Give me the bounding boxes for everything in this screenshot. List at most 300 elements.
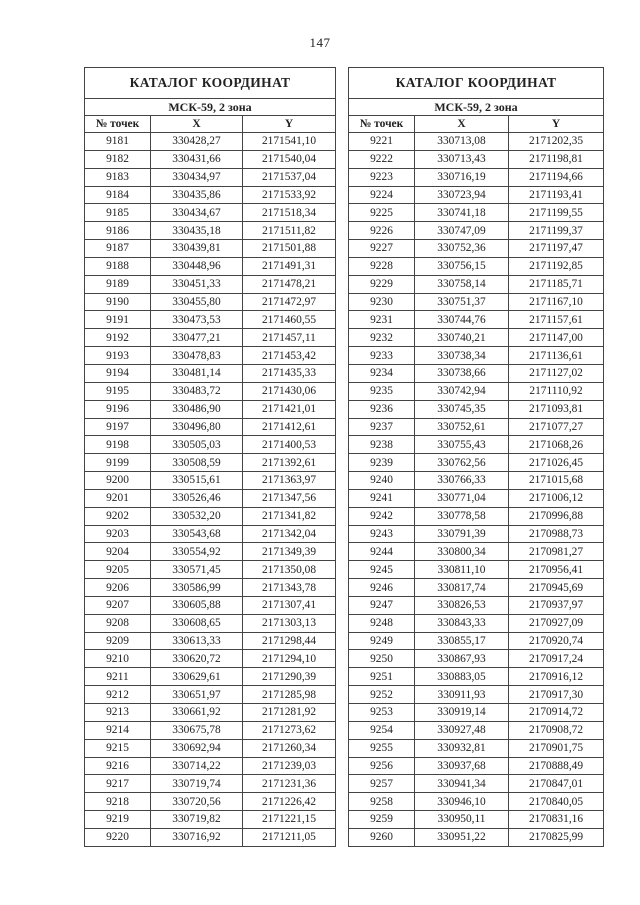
- table-row: [85, 240, 336, 258]
- point-number-cell: 9201: [85, 489, 151, 507]
- y-coordinate-cell: 2171392,61: [243, 454, 336, 472]
- table-row: [349, 150, 604, 168]
- x-coordinate-cell: 330867,93: [415, 650, 509, 668]
- x-coordinate-cell: 330481,14: [151, 364, 243, 382]
- point-number-cell: 9253: [349, 704, 415, 722]
- table-row: [349, 275, 604, 293]
- table-row: [349, 721, 604, 739]
- x-coordinate-cell: 330608,65: [151, 614, 243, 632]
- x-coordinate-cell: 330756,15: [415, 257, 509, 275]
- y-coordinate-cell: 2171460,55: [243, 311, 336, 329]
- table-row: [349, 775, 604, 793]
- point-number-cell: 9237: [349, 418, 415, 436]
- table-row: [349, 382, 604, 400]
- x-coordinate-cell: 330817,74: [415, 579, 509, 597]
- y-coordinate-cell: 2171537,04: [243, 168, 336, 186]
- point-number-cell: 9240: [349, 472, 415, 490]
- table-row: [85, 311, 336, 329]
- x-coordinate-cell: 330747,09: [415, 222, 509, 240]
- y-coordinate-cell: 2171281,92: [243, 704, 336, 722]
- table-row: [85, 579, 336, 597]
- table-row: [349, 454, 604, 472]
- table-row: [85, 561, 336, 579]
- table-row: [349, 596, 604, 614]
- y-coordinate-cell: 2171363,97: [243, 472, 336, 490]
- x-coordinate-cell: 330661,92: [151, 704, 243, 722]
- point-number-cell: 9199: [85, 454, 151, 472]
- page-number: 147: [309, 35, 331, 50]
- x-coordinate-cell: 330435,86: [151, 186, 243, 204]
- x-coordinate-cell: 330740,21: [415, 329, 509, 347]
- x-coordinate-cell: 330883,05: [415, 668, 509, 686]
- y-coordinate-cell: 2171006,12: [509, 489, 604, 507]
- point-number-cell: 9192: [85, 329, 151, 347]
- x-coordinate-cell: 330428,27: [151, 133, 243, 151]
- x-coordinate-cell: 330439,81: [151, 240, 243, 258]
- point-number-cell: 9220: [85, 828, 151, 846]
- point-number-cell: 9258: [349, 793, 415, 811]
- table-row: [85, 543, 336, 561]
- point-number-cell: 9221: [349, 133, 415, 151]
- point-number-cell: 9242: [349, 507, 415, 525]
- point-number-cell: 9206: [85, 579, 151, 597]
- table-row: [85, 775, 336, 793]
- x-coordinate-cell: 330752,61: [415, 418, 509, 436]
- point-number-cell: 9238: [349, 436, 415, 454]
- table-row: [349, 489, 604, 507]
- y-coordinate-cell: 2170917,30: [509, 686, 604, 704]
- point-number-cell: 9241: [349, 489, 415, 507]
- y-coordinate-cell: 2171147,00: [509, 329, 604, 347]
- table-row: [85, 133, 336, 151]
- point-number-cell: 9219: [85, 811, 151, 829]
- y-coordinate-cell: 2170996,88: [509, 507, 604, 525]
- x-coordinate-cell: 330791,39: [415, 525, 509, 543]
- table-row: [349, 293, 604, 311]
- x-coordinate-cell: 330532,20: [151, 507, 243, 525]
- x-coordinate-cell: 330946,10: [415, 793, 509, 811]
- column-header-x: X: [151, 116, 243, 133]
- y-coordinate-cell: 2171110,92: [509, 382, 604, 400]
- table-row: [349, 561, 604, 579]
- table-row: [349, 400, 604, 418]
- x-coordinate-cell: 330927,48: [415, 721, 509, 739]
- coordinate-catalog-right: [348, 67, 604, 847]
- x-coordinate-cell: 330745,35: [415, 400, 509, 418]
- y-coordinate-cell: 2171347,56: [243, 489, 336, 507]
- x-coordinate-cell: 330811,10: [415, 561, 509, 579]
- y-coordinate-cell: 2171260,34: [243, 739, 336, 757]
- table-row: [349, 739, 604, 757]
- point-number-cell: 9216: [85, 757, 151, 775]
- point-number-cell: 9227: [349, 240, 415, 258]
- table-row: [349, 668, 604, 686]
- table-row: [85, 596, 336, 614]
- point-number-cell: 9232: [349, 329, 415, 347]
- y-coordinate-cell: 2171197,47: [509, 240, 604, 258]
- point-number-cell: 9207: [85, 596, 151, 614]
- y-coordinate-cell: 2171341,82: [243, 507, 336, 525]
- point-number-cell: 9249: [349, 632, 415, 650]
- x-coordinate-cell: 330543,68: [151, 525, 243, 543]
- y-coordinate-cell: 2171077,27: [509, 418, 604, 436]
- table-row: [85, 347, 336, 365]
- point-number-cell: 9186: [85, 222, 151, 240]
- y-coordinate-cell: 2171435,33: [243, 364, 336, 382]
- x-coordinate-cell: 330455,80: [151, 293, 243, 311]
- x-coordinate-cell: 330473,53: [151, 311, 243, 329]
- x-coordinate-cell: 330720,56: [151, 793, 243, 811]
- y-coordinate-cell: 2170847,01: [509, 775, 604, 793]
- x-coordinate-cell: 330435,18: [151, 222, 243, 240]
- x-coordinate-cell: 330486,90: [151, 400, 243, 418]
- y-coordinate-cell: 2171400,53: [243, 436, 336, 454]
- y-coordinate-cell: 2171290,39: [243, 668, 336, 686]
- y-coordinate-cell: 2171167,10: [509, 293, 604, 311]
- x-coordinate-cell: 330716,92: [151, 828, 243, 846]
- point-number-cell: 9189: [85, 275, 151, 293]
- table-row: [349, 686, 604, 704]
- y-coordinate-cell: 2171239,03: [243, 757, 336, 775]
- y-coordinate-cell: 2171457,11: [243, 329, 336, 347]
- point-number-cell: 9218: [85, 793, 151, 811]
- point-number-cell: 9212: [85, 686, 151, 704]
- y-coordinate-cell: 2171226,42: [243, 793, 336, 811]
- point-number-cell: 9231: [349, 311, 415, 329]
- table-row: [85, 507, 336, 525]
- y-coordinate-cell: 2171221,15: [243, 811, 336, 829]
- x-coordinate-cell: 330826,53: [415, 596, 509, 614]
- x-coordinate-cell: 330723,94: [415, 186, 509, 204]
- point-number-cell: 9251: [349, 668, 415, 686]
- point-number-cell: 9184: [85, 186, 151, 204]
- y-coordinate-cell: 2170945,69: [509, 579, 604, 597]
- point-number-cell: 9217: [85, 775, 151, 793]
- y-coordinate-cell: 2171307,41: [243, 596, 336, 614]
- x-coordinate-cell: 330843,33: [415, 614, 509, 632]
- x-coordinate-cell: 330742,94: [415, 382, 509, 400]
- x-coordinate-cell: 330766,33: [415, 472, 509, 490]
- column-header-y: Y: [243, 116, 336, 133]
- table-row: [85, 704, 336, 722]
- point-number-cell: 9224: [349, 186, 415, 204]
- point-number-cell: 9259: [349, 811, 415, 829]
- point-number-cell: 9236: [349, 400, 415, 418]
- point-number-cell: 9183: [85, 168, 151, 186]
- y-coordinate-cell: 2171193,41: [509, 186, 604, 204]
- point-number-cell: 9215: [85, 739, 151, 757]
- point-number-cell: 9211: [85, 668, 151, 686]
- table-row: [349, 507, 604, 525]
- point-number-cell: 9228: [349, 257, 415, 275]
- y-coordinate-cell: 2171231,36: [243, 775, 336, 793]
- y-coordinate-cell: 2170927,09: [509, 614, 604, 632]
- x-coordinate-cell: 330613,33: [151, 632, 243, 650]
- point-number-cell: 9204: [85, 543, 151, 561]
- y-coordinate-cell: 2171211,05: [243, 828, 336, 846]
- table-row: [85, 168, 336, 186]
- table-row: [349, 364, 604, 382]
- x-coordinate-cell: 330571,45: [151, 561, 243, 579]
- x-coordinate-cell: 330855,17: [415, 632, 509, 650]
- y-coordinate-cell: 2170920,74: [509, 632, 604, 650]
- point-number-cell: 9209: [85, 632, 151, 650]
- y-coordinate-cell: 2171194,66: [509, 168, 604, 186]
- point-number-cell: 9182: [85, 150, 151, 168]
- x-coordinate-cell: 330738,66: [415, 364, 509, 382]
- column-header-y: Y: [509, 116, 604, 133]
- point-number-cell: 9200: [85, 472, 151, 490]
- y-coordinate-cell: 2170988,73: [509, 525, 604, 543]
- table-row: [85, 739, 336, 757]
- x-coordinate-cell: 330508,59: [151, 454, 243, 472]
- catalog-body: [85, 133, 336, 847]
- y-coordinate-cell: 2171273,62: [243, 721, 336, 739]
- x-coordinate-cell: 330741,18: [415, 204, 509, 222]
- y-coordinate-cell: 2171430,06: [243, 382, 336, 400]
- y-coordinate-cell: 2171198,81: [509, 150, 604, 168]
- x-coordinate-cell: 330716,19: [415, 168, 509, 186]
- point-number-cell: 9234: [349, 364, 415, 382]
- y-coordinate-cell: 2171412,61: [243, 418, 336, 436]
- x-coordinate-cell: 330755,43: [415, 436, 509, 454]
- y-coordinate-cell: 2171192,85: [509, 257, 604, 275]
- point-number-cell: 9181: [85, 133, 151, 151]
- table-row: [349, 543, 604, 561]
- table-row: [349, 650, 604, 668]
- x-coordinate-cell: 330800,34: [415, 543, 509, 561]
- x-coordinate-cell: 330713,08: [415, 133, 509, 151]
- point-number-cell: 9225: [349, 204, 415, 222]
- table-row: [85, 204, 336, 222]
- x-coordinate-cell: 330526,46: [151, 489, 243, 507]
- table-row: [349, 133, 604, 151]
- y-coordinate-cell: 2171421,01: [243, 400, 336, 418]
- x-coordinate-cell: 330605,88: [151, 596, 243, 614]
- table-row: [349, 525, 604, 543]
- y-coordinate-cell: 2171185,71: [509, 275, 604, 293]
- y-coordinate-cell: 2171453,42: [243, 347, 336, 365]
- x-coordinate-cell: 330950,11: [415, 811, 509, 829]
- x-coordinate-cell: 330451,33: [151, 275, 243, 293]
- x-coordinate-cell: 330434,97: [151, 168, 243, 186]
- table-row: [349, 704, 604, 722]
- y-coordinate-cell: 2171518,34: [243, 204, 336, 222]
- table-row: [85, 382, 336, 400]
- table-row: [85, 436, 336, 454]
- table-row: [85, 472, 336, 490]
- x-coordinate-cell: 330738,34: [415, 347, 509, 365]
- y-coordinate-cell: 2171093,81: [509, 400, 604, 418]
- catalog-zone: МСК-59, 2 зона: [349, 99, 604, 116]
- x-coordinate-cell: 330919,14: [415, 704, 509, 722]
- table-row: [349, 614, 604, 632]
- x-coordinate-cell: 330771,04: [415, 489, 509, 507]
- y-coordinate-cell: 2171298,44: [243, 632, 336, 650]
- table-row: [349, 222, 604, 240]
- x-coordinate-cell: 330744,76: [415, 311, 509, 329]
- x-coordinate-cell: 330586,99: [151, 579, 243, 597]
- y-coordinate-cell: 2170840,05: [509, 793, 604, 811]
- x-coordinate-cell: 330651,97: [151, 686, 243, 704]
- table-row: [85, 293, 336, 311]
- y-coordinate-cell: 2170937,97: [509, 596, 604, 614]
- x-coordinate-cell: 330941,34: [415, 775, 509, 793]
- catalog-body: [349, 133, 604, 847]
- x-coordinate-cell: 330719,74: [151, 775, 243, 793]
- point-number-cell: 9187: [85, 240, 151, 258]
- y-coordinate-cell: 2171068,26: [509, 436, 604, 454]
- y-coordinate-cell: 2171157,61: [509, 311, 604, 329]
- point-number-cell: 9194: [85, 364, 151, 382]
- table-row: [85, 400, 336, 418]
- x-coordinate-cell: 330758,14: [415, 275, 509, 293]
- y-coordinate-cell: 2171303,13: [243, 614, 336, 632]
- table-row: [349, 347, 604, 365]
- point-number-cell: 9190: [85, 293, 151, 311]
- y-coordinate-cell: 2170831,16: [509, 811, 604, 829]
- x-coordinate-cell: 330714,22: [151, 757, 243, 775]
- table-row: [349, 329, 604, 347]
- table-row: [85, 721, 336, 739]
- point-number-cell: 9257: [349, 775, 415, 793]
- y-coordinate-cell: 2171541,10: [243, 133, 336, 151]
- table-row: [349, 186, 604, 204]
- point-number-cell: 9195: [85, 382, 151, 400]
- point-number-cell: 9239: [349, 454, 415, 472]
- x-coordinate-cell: 330911,93: [415, 686, 509, 704]
- table-row: [85, 757, 336, 775]
- point-number-cell: 9229: [349, 275, 415, 293]
- x-coordinate-cell: 330752,36: [415, 240, 509, 258]
- table-row: [85, 632, 336, 650]
- x-coordinate-cell: 330483,72: [151, 382, 243, 400]
- point-number-cell: 9246: [349, 579, 415, 597]
- table-row: [349, 472, 604, 490]
- table-row: [349, 418, 604, 436]
- point-number-cell: 9188: [85, 257, 151, 275]
- x-coordinate-cell: 330620,72: [151, 650, 243, 668]
- x-coordinate-cell: 330515,61: [151, 472, 243, 490]
- y-coordinate-cell: 2170917,24: [509, 650, 604, 668]
- y-coordinate-cell: 2171026,45: [509, 454, 604, 472]
- table-row: [85, 828, 336, 846]
- table-row: [349, 793, 604, 811]
- catalog-zone: МСК-59, 2 зона: [85, 99, 336, 116]
- catalog-title: КАТАЛОГ КООРДИНАТ: [85, 68, 336, 99]
- x-coordinate-cell: 330778,58: [415, 507, 509, 525]
- column-header-point-number: № точек: [349, 116, 415, 133]
- point-number-cell: 9198: [85, 436, 151, 454]
- y-coordinate-cell: 2170981,27: [509, 543, 604, 561]
- catalog-title: КАТАЛОГ КООРДИНАТ: [349, 68, 604, 99]
- table-row: [85, 257, 336, 275]
- table-row: [349, 240, 604, 258]
- x-coordinate-cell: 330431,66: [151, 150, 243, 168]
- y-coordinate-cell: 2171199,37: [509, 222, 604, 240]
- table-row: [85, 364, 336, 382]
- y-coordinate-cell: 2171136,61: [509, 347, 604, 365]
- y-coordinate-cell: 2171202,35: [509, 133, 604, 151]
- y-coordinate-cell: 2170901,75: [509, 739, 604, 757]
- point-number-cell: 9208: [85, 614, 151, 632]
- y-coordinate-cell: 2170914,72: [509, 704, 604, 722]
- point-number-cell: 9202: [85, 507, 151, 525]
- y-coordinate-cell: 2171533,92: [243, 186, 336, 204]
- y-coordinate-cell: 2171501,88: [243, 240, 336, 258]
- y-coordinate-cell: 2171127,02: [509, 364, 604, 382]
- point-number-cell: 9256: [349, 757, 415, 775]
- point-number-cell: 9260: [349, 828, 415, 846]
- table-row: [85, 329, 336, 347]
- x-coordinate-cell: 330629,61: [151, 668, 243, 686]
- point-number-cell: 9196: [85, 400, 151, 418]
- x-coordinate-cell: 330505,03: [151, 436, 243, 454]
- x-coordinate-cell: 330713,43: [415, 150, 509, 168]
- table-row: [85, 275, 336, 293]
- table-row: [85, 454, 336, 472]
- table-row: [85, 668, 336, 686]
- point-number-cell: 9243: [349, 525, 415, 543]
- point-number-cell: 9213: [85, 704, 151, 722]
- x-coordinate-cell: 330675,78: [151, 721, 243, 739]
- x-coordinate-cell: 330554,92: [151, 543, 243, 561]
- x-coordinate-cell: 330751,37: [415, 293, 509, 311]
- x-coordinate-cell: 330434,67: [151, 204, 243, 222]
- x-coordinate-cell: 330448,96: [151, 257, 243, 275]
- y-coordinate-cell: 2170916,12: [509, 668, 604, 686]
- x-coordinate-cell: 330477,21: [151, 329, 243, 347]
- x-coordinate-cell: 330937,68: [415, 757, 509, 775]
- table-row: [85, 793, 336, 811]
- point-number-cell: 9248: [349, 614, 415, 632]
- table-row: [85, 614, 336, 632]
- point-number-cell: 9247: [349, 596, 415, 614]
- point-number-cell: 9223: [349, 168, 415, 186]
- table-row: [85, 150, 336, 168]
- table-row: [85, 489, 336, 507]
- x-coordinate-cell: 330951,22: [415, 828, 509, 846]
- point-number-cell: 9203: [85, 525, 151, 543]
- point-number-cell: 9193: [85, 347, 151, 365]
- x-coordinate-cell: 330762,56: [415, 454, 509, 472]
- y-coordinate-cell: 2171342,04: [243, 525, 336, 543]
- point-number-cell: 9252: [349, 686, 415, 704]
- y-coordinate-cell: 2171015,68: [509, 472, 604, 490]
- point-number-cell: 9255: [349, 739, 415, 757]
- coordinate-catalog-left: [84, 67, 336, 847]
- point-number-cell: 9244: [349, 543, 415, 561]
- table-row: [85, 686, 336, 704]
- y-coordinate-cell: 2171478,21: [243, 275, 336, 293]
- point-number-cell: 9254: [349, 721, 415, 739]
- y-coordinate-cell: 2170956,41: [509, 561, 604, 579]
- point-number-cell: 9250: [349, 650, 415, 668]
- table-row: [349, 436, 604, 454]
- y-coordinate-cell: 2170908,72: [509, 721, 604, 739]
- x-coordinate-cell: 330932,81: [415, 739, 509, 757]
- x-coordinate-cell: 330478,83: [151, 347, 243, 365]
- point-number-cell: 9214: [85, 721, 151, 739]
- y-coordinate-cell: 2170888,49: [509, 757, 604, 775]
- table-row: [349, 204, 604, 222]
- point-number-cell: 9205: [85, 561, 151, 579]
- point-number-cell: 9226: [349, 222, 415, 240]
- table-row: [349, 311, 604, 329]
- point-number-cell: 9197: [85, 418, 151, 436]
- table-row: [349, 811, 604, 829]
- y-coordinate-cell: 2171472,97: [243, 293, 336, 311]
